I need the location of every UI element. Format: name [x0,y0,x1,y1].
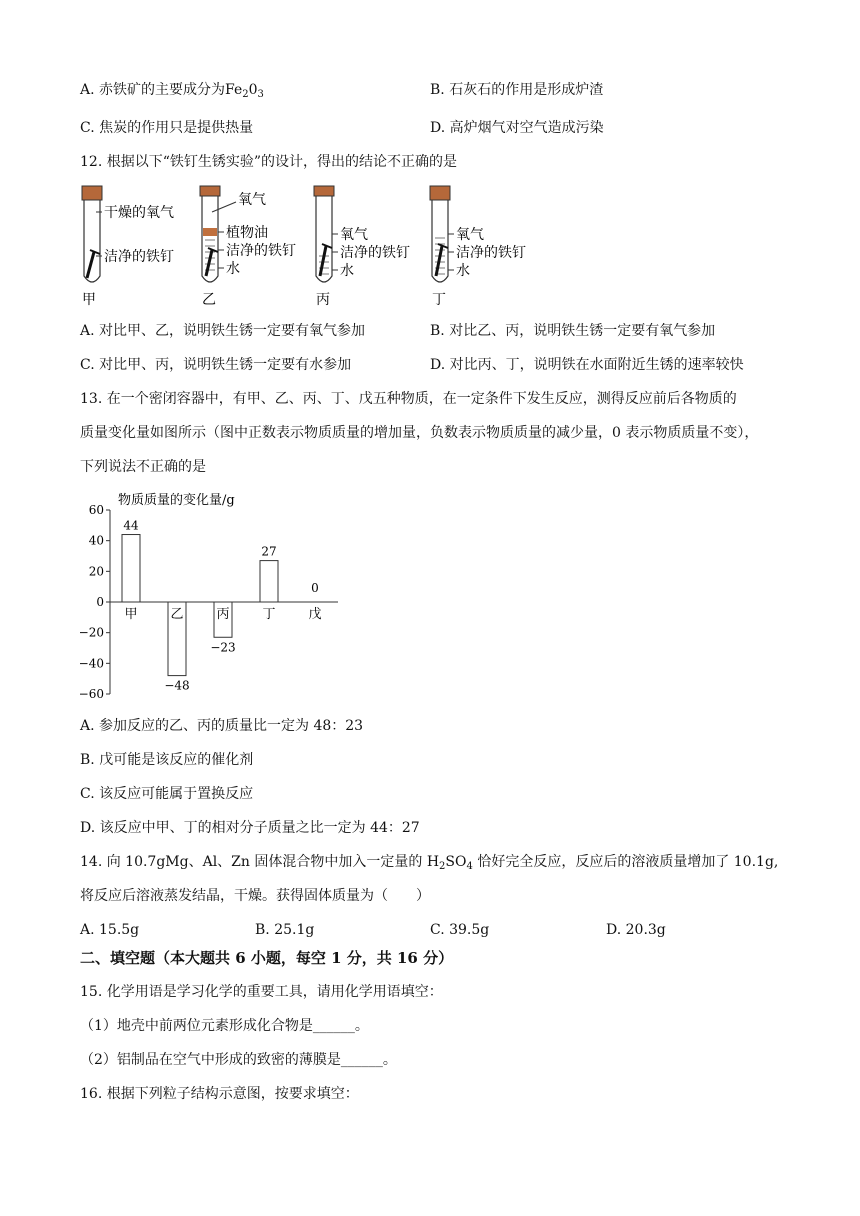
q14-stem-line1 [80,852,778,877]
q11-option-a-sub1: 2 [242,89,249,100]
tube-bing-label-1: 洁净的铁钉 [340,245,410,261]
q13-option-d: D. 该反应中甲、丁的相对分子质量之比一定为 44：27 [80,820,420,836]
q11-option-c: C. 焦炭的作用只是提供热量 [80,120,254,136]
q16-stem: 16. 根据下列粒子结构示意图，按要求填空： [80,1086,359,1102]
tube-yi-label-2: 洁净的铁钉 [226,243,296,259]
tube-jia [82,186,174,308]
tube-yi-name: 乙 [202,292,216,308]
q13-bar-chart [78,488,368,698]
bar-3 [260,561,278,602]
y-tick-label: −60 [78,687,104,698]
value-label-0: 44 [123,518,139,533]
q14-option-a: A. 15.5g [80,922,140,938]
tube-jia-label-1: 洁净的铁钉 [104,249,174,265]
tube-bing-label-2: 水 [340,263,354,279]
tube-ding [430,186,526,308]
q13-stem-line3: 下列说法不正确的是 [80,459,206,475]
value-label-3: 27 [261,544,277,559]
category-label-3: 丁 [262,607,276,622]
q14-stem-sub2: 4 [466,861,473,872]
tube-ding-label-2: 水 [456,263,470,279]
y-tick-label: −20 [78,625,104,640]
q11-option-a-sub2: 3 [257,89,264,100]
q14-option-b: B. 25.1g [255,922,315,938]
tube-yi-label-1: 植物油 [226,225,268,241]
q13-option-b: B. 戊可能是该反应的催化剂 [80,752,254,768]
tube-ding-label-1: 洁净的铁钉 [456,245,526,261]
category-label-1: 乙 [170,607,184,622]
tube-yi [200,186,296,308]
q14-option-d: D. 20.3g [606,922,666,938]
q15-item-1: （1）地壳中前两位元素形成化合物是______。 [80,1018,369,1034]
bar-0 [122,535,140,602]
q11-option-d: D. 高炉烟气对空气造成污染 [430,120,604,136]
y-tick-label: 0 [96,595,104,609]
tube-bing-name: 丙 [316,292,330,308]
value-label-2: −23 [210,640,236,655]
q15-item-2: （2）铝制品在空气中形成的致密的薄膜是______。 [80,1052,397,1068]
chart-title: 物质质量的变化量/g [118,493,235,508]
q13-stem-line2: 质量变化量如图所示（图中正数表示物质质量的增加量，负数表示物质质量的减少量，0 表示物质质量不变）， [80,425,759,441]
tube-ding-name: 丁 [432,292,446,308]
y-tick-label: −40 [78,656,104,671]
q13-option-c: C. 该反应可能属于置换反应 [80,786,254,802]
y-tick-label: 40 [88,533,104,548]
y-tick-label: 60 [88,503,104,517]
q14-stem-part3: 恰好完全反应，反应后的溶液质量增加了 10.1g, [472,854,779,870]
q12-option-a: A. 对比甲、乙，说明铁生锈一定要有氧气参加 [80,323,366,339]
q12-option-b: B. 对比乙、丙，说明铁生锈一定要有氧气参加 [430,323,716,339]
q14-stem-sub1: 2 [439,861,446,872]
tube-bing [314,186,410,308]
bars [122,519,322,693]
tube-yi-label-0: 氧气 [238,192,266,208]
q14-stem-line2: 将反应后溶液蒸发结晶，干燥。获得固体质量为（ ） [80,888,430,904]
q11-option-a-text: A. 赤铁矿的主要成分为Fe [80,82,243,98]
q12-stem: 12. 根据以下“铁钉生锈实验”的设计，得出的结论不正确的是 [80,154,458,170]
q14-stem-part2: SO [445,854,467,870]
section-2-heading: 二、填空题（本大题共 6 小题，每空 1 分，共 16 分） [80,949,454,967]
q13-option-a: A. 参加反应的乙、丙的质量比一定为 48：23 [80,718,364,734]
q15-stem: 15. 化学用语是学习化学的重要工具，请用化学用语填空： [80,984,443,1000]
q12-tube-figure [78,184,638,312]
y-ticks [79,503,110,698]
tube-bing-label-0: 氧气 [340,227,368,243]
tube-yi-label-3: 水 [226,261,240,277]
q11-option-b: B. 石灰石的作用是形成炉渣 [430,82,604,98]
value-label-4: 0 [311,581,319,595]
q14-option-c: C. 39.5g [430,922,490,938]
q12-option-c: C. 对比甲、丙，说明铁生锈一定要有水参加 [80,357,352,373]
q14-stem-part1: 14. 向 10.7gMg、Al、Zn 固体混合物中加入一定量的 H [80,854,440,870]
tube-jia-name: 甲 [82,292,96,308]
tube-jia-label-0: 干燥的氧气 [104,205,174,221]
q11-option-a-mid: 0 [248,82,258,98]
category-label-4: 戊 [308,607,322,622]
y-tick-label: 20 [88,564,104,579]
value-label-1: −48 [164,678,190,693]
q13-stem-line1: 13. 在一个密闭容器中，有甲、乙、丙、丁、戊五种物质，在一定条件下发生反应，测得反应前后各物质的 [80,391,737,407]
q12-option-d: D. 对比丙、丁，说明铁在水面附近生锈的速率较快 [430,357,744,373]
category-label-0: 甲 [124,607,138,622]
tube-ding-label-0: 氧气 [456,227,484,243]
category-label-2: 丙 [216,607,230,622]
q11-option-a [80,80,264,105]
